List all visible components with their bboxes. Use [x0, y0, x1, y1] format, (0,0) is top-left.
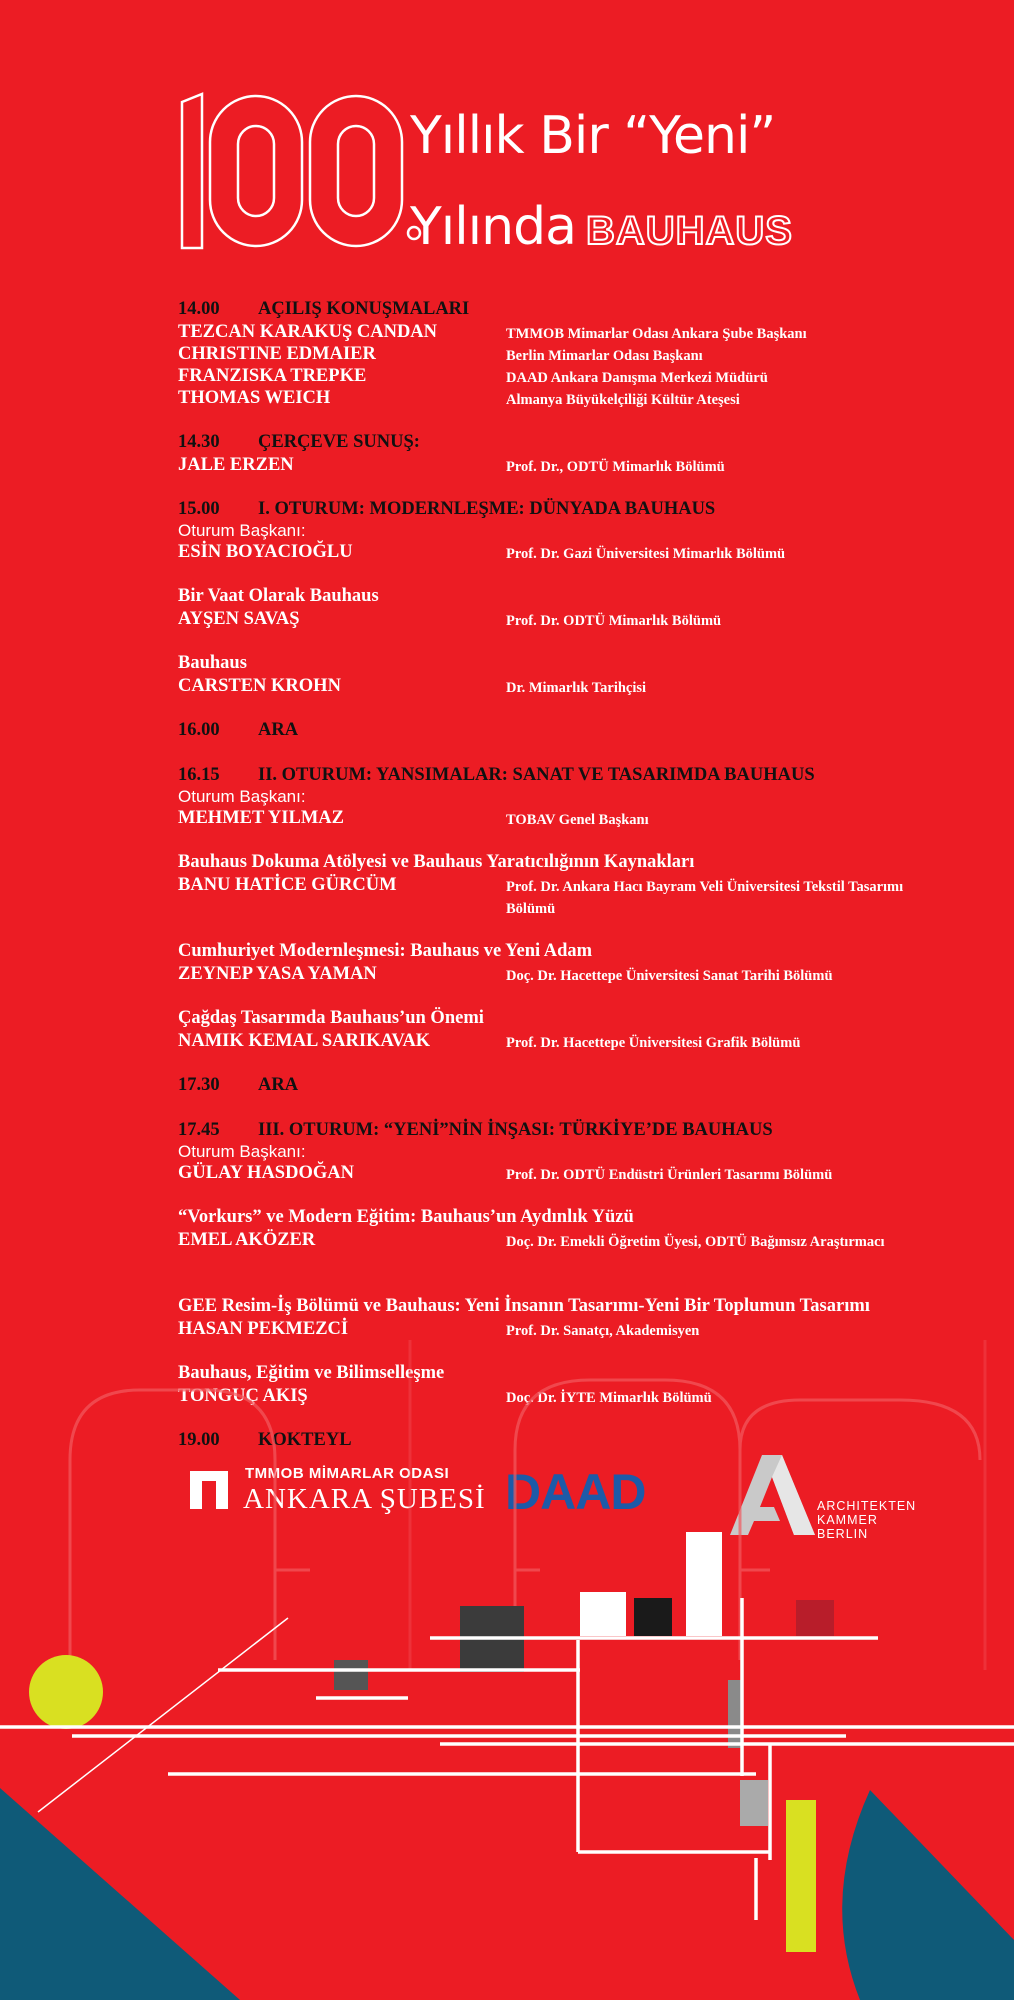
program-block	[178, 940, 968, 985]
talk-title: Cumhuriyet Modernleşmesi: Bauhaus ve Yeni Adam	[178, 941, 593, 961]
session-heading	[178, 431, 968, 454]
speaker-row	[178, 365, 968, 387]
speaker-affiliation: TOBAV Genel Başkanı	[506, 812, 649, 828]
speaker-row	[178, 454, 968, 476]
speaker-affiliation: Dr. Mimarlık Tarihçisi	[506, 680, 647, 696]
talk-title: Bauhaus	[178, 653, 247, 673]
speaker-name: HASAN PEKMEZCİ	[178, 1319, 349, 1339]
speaker-row	[178, 874, 968, 918]
speaker-affiliation: Prof. Dr. Hacettepe Üniversitesi Grafik Bölümü	[506, 1035, 801, 1051]
chair-label: Oturum Başkanı:	[178, 521, 306, 540]
session-heading	[178, 1074, 968, 1097]
session-heading	[178, 498, 968, 521]
talk-title: Bauhaus Dokuma Atölyesi ve Bauhaus Yaratıcılığının Kaynakları	[178, 852, 695, 872]
speaker-name: MEHMET YILMAZ	[178, 808, 344, 828]
program-block	[178, 1074, 968, 1097]
program-schedule	[178, 298, 968, 1474]
speaker-row	[178, 1030, 968, 1052]
program-block	[178, 719, 968, 742]
speaker-row	[178, 321, 968, 343]
speaker-name: AYŞEN SAVAŞ	[178, 609, 300, 629]
program-block	[178, 1206, 968, 1273]
speaker-name: NAMIK KEMAL SARIKAVAK	[178, 1031, 431, 1051]
session-title: KOKTEYL	[258, 1430, 352, 1450]
session-heading	[178, 298, 968, 321]
session-time: 17.45	[178, 1120, 220, 1140]
tmmob-logo-big-text: ANKARA ŞUBESİ	[243, 1483, 486, 1515]
talk-title: Bauhaus, Eğitim ve Bilimselleşme	[178, 1363, 445, 1383]
title-yilinda: Yılında	[410, 197, 576, 257]
talk-title: Çağdaş Tasarımda Bauhaus’un Önemi	[178, 1008, 484, 1028]
speaker-affiliation: Prof. Dr. Sanatçı, Akademisyen	[506, 1323, 700, 1339]
speaker-affiliation: Prof. Dr. Ankara Hacı Bayram Veli Üniversitesi Tekstil Tasarımı Bölümü	[506, 879, 904, 917]
session-time: 14.00	[178, 299, 220, 319]
session-title: ÇERÇEVE SUNUŞ:	[258, 432, 420, 452]
session-heading	[178, 719, 968, 742]
speaker-affiliation: Doç. Dr. Hacettepe Üniversitesi Sanat Tarihi Bölümü	[506, 968, 833, 984]
speaker-name: FRANZISKA TREPKE	[178, 366, 367, 386]
speaker-affiliation: Almanya Büyükelçiliği Kültür Ateşesi	[506, 392, 740, 408]
title-line-2	[410, 197, 793, 257]
speaker-affiliation: Prof. Dr. Gazi Üniversitesi Mimarlık Bölümü	[506, 546, 786, 562]
speaker-affiliation: DAAD Ankara Danışma Merkezi Müdürü	[506, 370, 768, 386]
title-bauhaus: BAUHAUS	[585, 209, 793, 253]
session-time: 15.00	[178, 499, 220, 519]
speaker-name: BANU HATİCE GÜRCÜM	[178, 875, 397, 895]
speaker-name: GÜLAY HASDOĞAN	[178, 1163, 354, 1183]
speaker-name: CARSTEN KROHN	[178, 676, 341, 696]
session-heading	[178, 1119, 968, 1142]
ak-line-1: ARCHITEKTEN	[817, 1499, 917, 1513]
chair-row	[178, 807, 968, 829]
speaker-affiliation: Prof. Dr. ODTÜ Endüstri Ürünleri Tasarımı Bölümü	[506, 1167, 833, 1183]
program-block	[178, 498, 968, 563]
session-time: 16.00	[178, 720, 220, 740]
hundred-numeral	[180, 92, 423, 250]
ak-line-2: KAMMER	[817, 1513, 878, 1527]
speaker-affiliation: TMMOB Mimarlar Odası Ankara Şube Başkanı	[506, 326, 807, 342]
speaker-name: ZEYNEP YASA YAMAN	[178, 964, 377, 984]
daad-logo: DAAD	[505, 1464, 646, 1520]
chair-row	[178, 541, 968, 563]
speaker-name: THOMAS WEICH	[178, 388, 331, 408]
speaker-name: TONGUÇ AKIŞ	[178, 1386, 308, 1406]
speaker-name: EMEL AKÖZER	[178, 1230, 316, 1250]
session-time: 19.00	[178, 1430, 220, 1450]
program-block	[178, 1295, 968, 1340]
session-title: AÇILIŞ KONUŞMALARI	[258, 299, 470, 319]
program-block	[178, 298, 968, 409]
speaker-row	[178, 1229, 968, 1273]
speaker-name: TEZCAN KARAKUŞ CANDAN	[178, 322, 438, 342]
tmmob-logo-small-text: TMMOB MİMARLAR ODASI	[245, 1465, 450, 1482]
session-title: ARA	[258, 1075, 299, 1095]
session-time: 14.30	[178, 432, 220, 452]
speaker-affiliation: Berlin Mimarlar Odası Başkanı	[506, 348, 703, 364]
talk-title: “Vorkurs” ve Modern Eğitim: Bauhaus’un Aydınlık Yüzü	[178, 1207, 634, 1227]
chair-label: Oturum Başkanı:	[178, 787, 306, 806]
ak-line-3: BERLIN	[817, 1527, 869, 1541]
speaker-affiliation: Doç. Dr. Emekli Öğretim Üyesi, ODTÜ Bağımsız Araştırmacı	[506, 1234, 885, 1250]
speaker-name: ESİN BOYACIOĞLU	[178, 542, 353, 562]
chair-row	[178, 1162, 968, 1184]
session-title: II. OTURUM: YANSIMALAR: SANAT VE TASARIMDA BAUHAUS	[258, 765, 815, 785]
speaker-name: CHRISTINE EDMAIER	[178, 344, 376, 364]
session-title: III. OTURUM: “YENİ”NİN İNŞASI: TÜRKİYE’DE BAUHAUS	[258, 1120, 773, 1140]
session-title: ARA	[258, 720, 299, 740]
speaker-name: JALE ERZEN	[178, 455, 294, 475]
program-block	[178, 1007, 968, 1052]
program-block	[178, 1119, 968, 1184]
talk-title: Bir Vaat Olarak Bauhaus	[178, 586, 379, 606]
speaker-affiliation: Prof. Dr. ODTÜ Mimarlık Bölümü	[506, 613, 722, 629]
program-block	[178, 585, 968, 630]
program-block	[178, 764, 968, 829]
session-title: I. OTURUM: MODERNLEŞME: DÜNYADA BAUHAUS	[258, 499, 716, 519]
session-heading	[178, 764, 968, 787]
chair-label: Oturum Başkanı:	[178, 1142, 306, 1161]
program-block	[178, 431, 968, 476]
speaker-row	[178, 343, 968, 365]
session-time: 17.30	[178, 1075, 220, 1095]
speaker-row	[178, 608, 968, 630]
speaker-row	[178, 387, 968, 409]
speaker-row	[178, 675, 968, 697]
title-line-1: Yıllık Bir “Yeni”	[410, 106, 776, 166]
talk-title: GEE Resim-İş Bölümü ve Bauhaus: Yeni İnsanın Tasarımı-Yeni Bir Toplumun Tasarımı	[178, 1296, 870, 1316]
speaker-affiliation: Prof. Dr., ODTÜ Mimarlık Bölümü	[506, 459, 725, 475]
speaker-row	[178, 1318, 968, 1340]
speaker-row	[178, 963, 968, 985]
program-block	[178, 652, 968, 697]
program-block	[178, 851, 968, 918]
bauhaus-composition	[0, 1340, 1014, 2000]
session-time: 16.15	[178, 765, 220, 785]
speaker-affiliation: Doç. Dr. İYTE Mimarlık Bölümü	[506, 1390, 712, 1406]
